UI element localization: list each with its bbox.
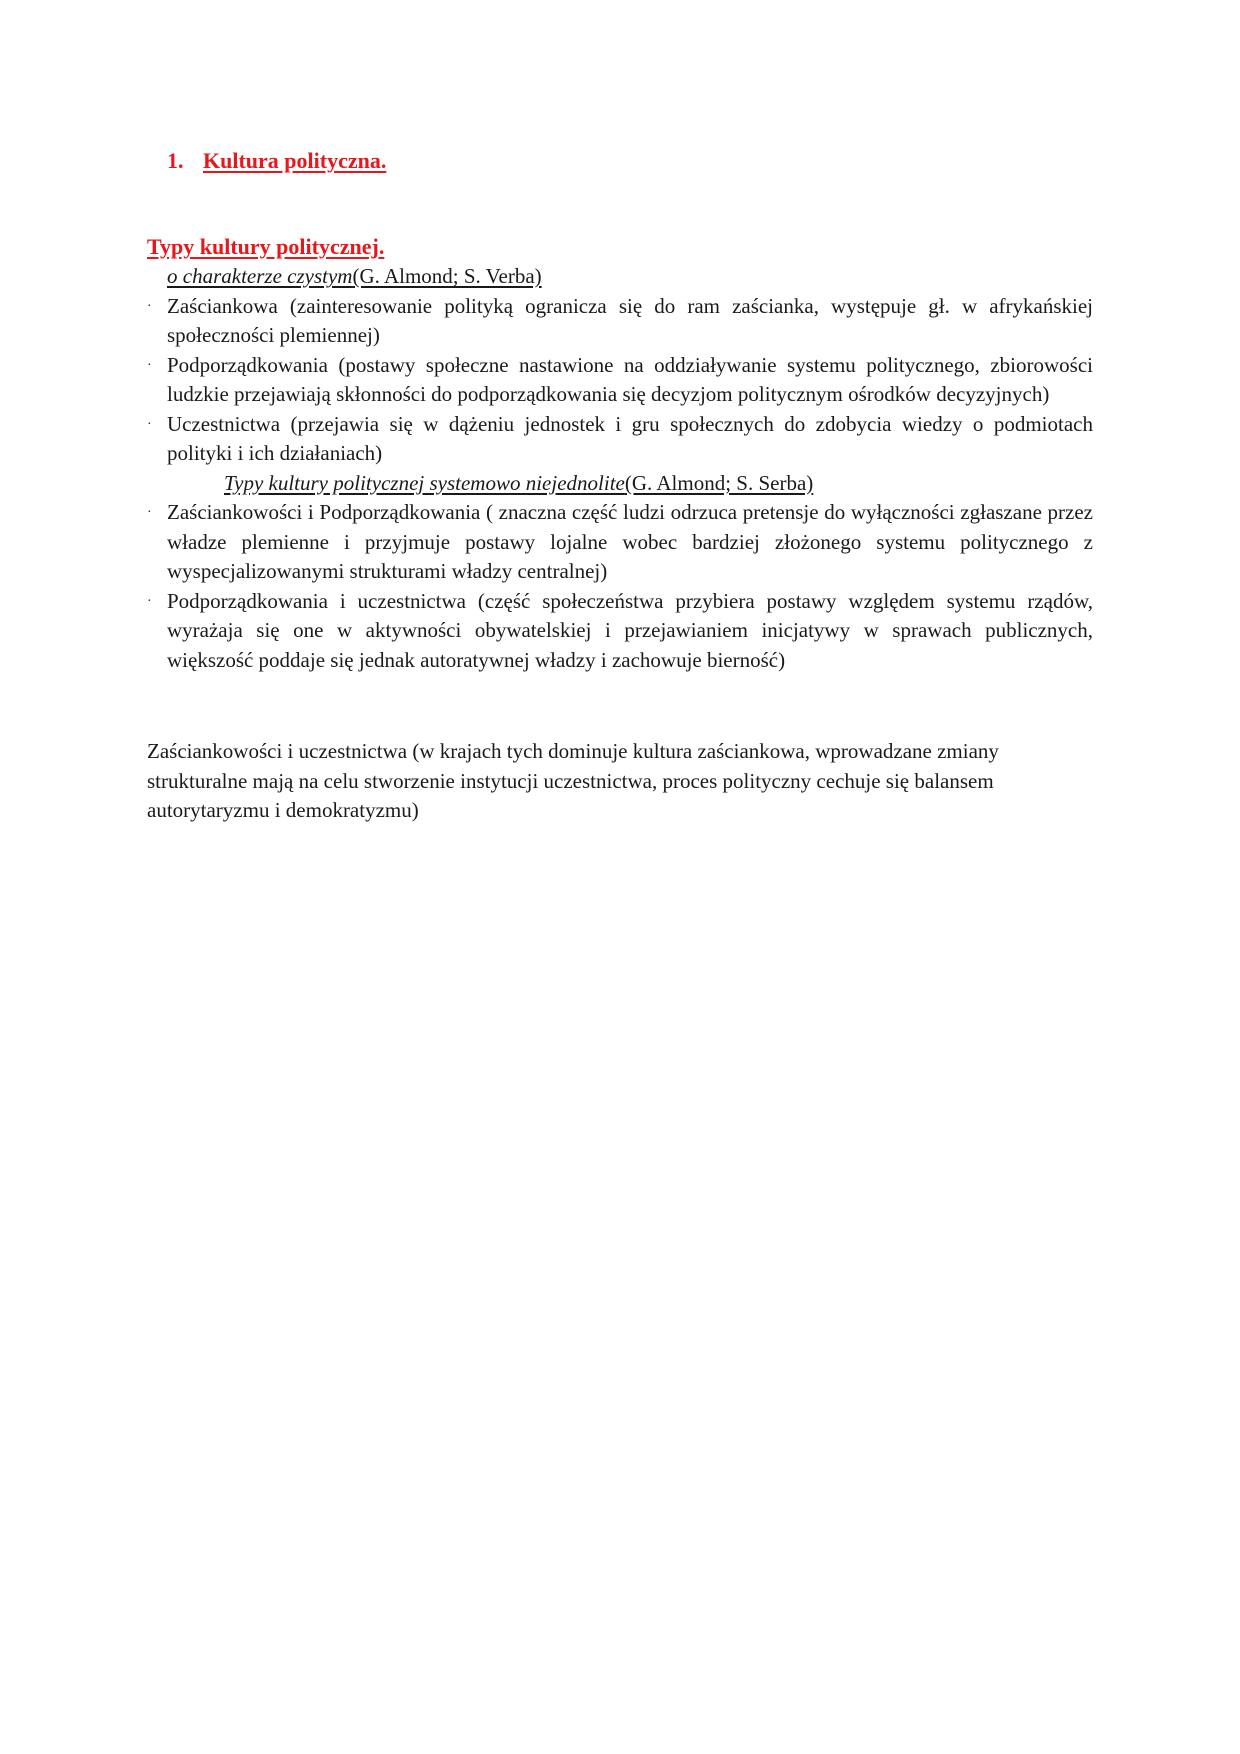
bullet-icon: · xyxy=(147,593,152,609)
bullet-icon: · xyxy=(147,298,152,314)
list-item-text: Zaściankowości i Podporządkowania ( znaczna część ludzi odrzuca pretensje do wyłączności zgłaszane przez władze plemienne i przyjmuje postawy lojalne wobec bardziej złożonego systemu politycznego z wyspecjalizowanymi strukturami władzy centralnej) xyxy=(167,500,1093,583)
list-item-text: Zaściankowa (zainteresowanie polityką ogranicza się do ram zaścianka, występuje gł. w afrykańskiej społeczności plemiennej) xyxy=(167,293,1093,347)
mixed-types-subhead xyxy=(147,469,1093,499)
subhead-reference: (G. Almond; S. Serba) xyxy=(624,470,814,495)
section-heading xyxy=(167,148,386,174)
closing-paragraph: Zaściankowości i uczestnictwa (w krajach tych dominuje kultura zaściankowa, wprowadzane zmiany strukturalne mają na celu stworzenie instytucji uczestnictwa, proces polityczny cechuje się balansem autorytaryzmu i demokratyzmu) xyxy=(147,739,999,822)
bullet-icon: · xyxy=(147,505,152,520)
subhead-italic: o charakterze czystym xyxy=(167,264,353,288)
list-item-text: Podporządkowania i uczestnictwa (część społeczeństwa przybiera postawy względem systemu rządów, wyrażaja się one w aktywności obywatelskiej i przejawianiem inicjatywy w sprawach publicznych, większość poddaje się jednak autoratywnej władzy i zachowuje bierność) xyxy=(167,588,1093,672)
bullet-icon: · xyxy=(147,357,152,373)
list-item-text: Uczestnictwa (przejawia się w dążeniu jednostek i gru społecznych do zdobycia wiedzy o podmiotach polityki i ich działaniach) xyxy=(167,411,1093,465)
document-body xyxy=(147,262,1093,675)
list-item xyxy=(147,351,1093,410)
list-item xyxy=(147,587,1093,676)
subhead-reference: (G. Almond; S. Verba) xyxy=(352,264,542,288)
list-item xyxy=(147,410,1093,469)
heading-number: 1. xyxy=(167,148,184,173)
heading-title: Kultura polityczna. xyxy=(203,148,387,173)
list-item xyxy=(147,498,1093,587)
list-item xyxy=(147,292,1093,351)
list-item-text: Podporządkowania (postawy społeczne nastawione na oddziaływanie systemu politycznego, zbiorowości ludzkie przejawiają skłonności do podporządkowania się decyzjom politycznym ośrodków decyzyjnych) xyxy=(167,352,1093,406)
bullet-icon: · xyxy=(147,416,152,432)
subsection-heading: Typy kultury politycznej. xyxy=(147,234,385,259)
subhead-italic: Typy kultury politycznej systemowo niejednolite xyxy=(224,470,625,495)
pure-types-subhead xyxy=(147,262,1093,292)
